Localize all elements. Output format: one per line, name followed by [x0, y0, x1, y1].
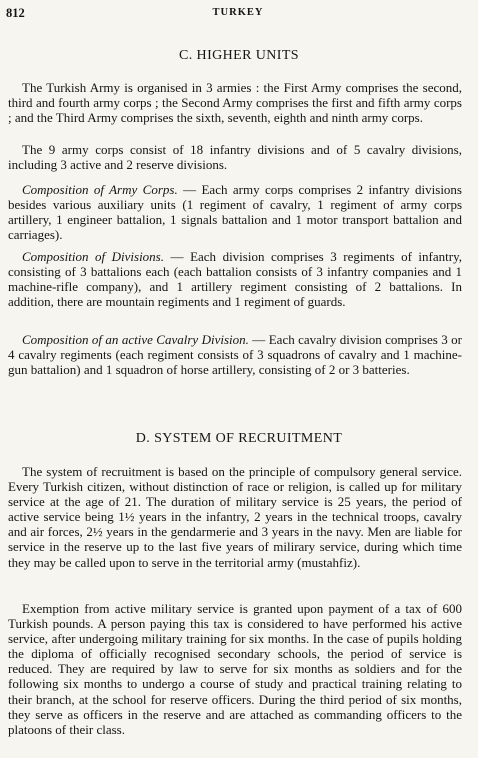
section-c-paragraph-divisions	[8, 249, 462, 309]
page-header	[6, 6, 470, 22]
section-c-paragraph-1: The Turkish Army is organised in 3 armies : the First Army comprises the second, third and fourth army corps ; the Second Army comprises the first and fifth army corps ; and the Third Army comprises the sixth, seventh, eighth and ninth army corps.	[8, 80, 462, 126]
cavalry-text: — Each cavalry division comprises 3 or 4 cavalry regiments (each regiment consists of 3 squadrons of cavalry and 1 machine-gun battalion) and 1 squadron of horse artillery, consisting of 2 or 3 batteries.	[8, 332, 462, 378]
page-number: 812	[6, 6, 25, 20]
section-c-title: C. HIGHER UNITS	[179, 48, 299, 63]
divisions-heading: Composition of Divisions.	[22, 249, 164, 264]
section-c-paragraph-cavalry	[8, 332, 462, 377]
army-corps-text: — Each army corps comprises 2 infantry divisions besides various auxiliary units (1 regiment of cavalry, 1 regiment of army corps artillery, 1 engineer battalion, 1 signals battalion and 1 motor transport battalion and carriages).	[8, 182, 462, 243]
divisions-text: — Each division comprises 3 regiments of infantry, consisting of 3 battalions each (each battalion consists of 3 infantry companies and 1 machine-rifle company), and 1 artillery regiment consisting of 2 battalions. In addition, there are mountain regiments and 1 regiment of guards.	[8, 249, 462, 310]
section-d-paragraph-2: Exemption from active military service is granted upon payment of a tax of 600 Turkish pounds. A person paying this tax is considered to have performed his active service, after undergoing military training for six months. In the case of pupils holding the diploma of officially recognised secondary schools, the period of service is reduced. They are required by law to serve for six months as soldiers and for the following six months to undergo a course of study and practical training relating to their branch, at the school for reserve officers. During the third period of six months, they serve as officers in the reserve and are attached as commanding officers to the platoons of their class.	[8, 601, 462, 737]
section-d-title: D. SYSTEM OF RECRUITMENT	[135, 431, 343, 446]
army-corps-heading: Composition of Army Corps.	[22, 182, 178, 197]
running-title: TURKEY	[212, 7, 264, 18]
section-d-paragraph-1: The system of recruitment is based on the principle of compulsory general service. Every Turkish citizen, without distinction of race or religion, is called up for military service at the age of 21. The duration of military service is 25 years, the period of active service being 1½ years in the infantry, 2 years in the technical troops, cavalry and air forces, 2½ years in the gendarmerie and 3 years in the navy. Men are liable for service in the reserve up to the last five years of milirary service, during which time they may be called upon to serve in the territorial army (mustahfiz).	[8, 464, 462, 570]
section-c-paragraph-army-corps	[8, 182, 462, 242]
cavalry-heading: Composition of an active Cavalry Division.	[22, 332, 249, 347]
section-c-paragraph-2: The 9 army corps consist of 18 infantry divisions and of 5 cavalry divisions, including 3 active and 2 reserve divisions.	[8, 142, 462, 173]
